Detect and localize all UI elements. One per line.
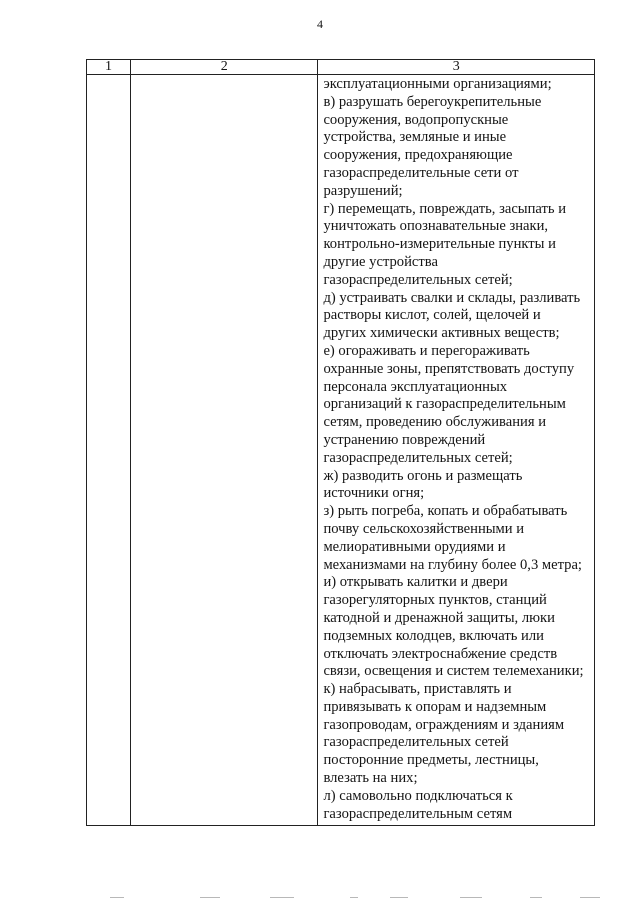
header-cell-1: 1 <box>87 60 131 75</box>
text-line: г) перемещать, повреждать, засыпать и <box>323 200 567 217</box>
text-line: газораспределительные сети от <box>323 164 519 181</box>
text-line: устройства, земляные и иные <box>323 129 507 146</box>
text-line: газораспределительных сетей; <box>323 449 513 466</box>
text-line: источники огня; <box>323 485 425 502</box>
text-line: уничтожать опознавательные знаки, <box>323 218 549 235</box>
table-body-row <box>87 75 595 826</box>
text-line: влезать на них; <box>323 770 418 787</box>
text-line: катодной и дренажной защиты, люки <box>323 609 555 626</box>
text-line: разрушений; <box>323 182 403 199</box>
table-header-row <box>87 60 595 75</box>
header-cell-3: 3 <box>318 60 595 75</box>
header-cell-2: 2 <box>131 60 318 75</box>
text-line: эксплуатационными организациями; <box>323 76 552 92</box>
text-line: другие устройства <box>323 253 438 270</box>
text-line: газораспределительных сетей <box>323 734 509 751</box>
text-line: механизмами на глубину более 0,3 метра; <box>323 556 582 573</box>
text-line: сооружения, предохраняющие <box>323 147 513 164</box>
text-line: к) набрасывать, приставлять и <box>323 681 512 698</box>
text-line: подземных колодцев, включать или <box>323 627 544 644</box>
page-number: 4 <box>317 17 323 31</box>
text-line: газораспределительным сетям <box>323 805 513 822</box>
text-line: других химически активных веществ; <box>323 325 560 342</box>
text-line: устранению повреждений <box>323 431 486 448</box>
text-line: газораспределительных сетей; <box>323 271 513 288</box>
body-cell-3 <box>318 75 595 826</box>
text-line: газопроводам, ограждениям и зданиям <box>323 716 565 733</box>
body-cell-2 <box>131 75 318 826</box>
text-line: в) разрушать берегоукрепительные <box>323 93 542 110</box>
body-cell-1 <box>87 75 131 826</box>
text-line: сетям, проведению обслуживания и <box>323 414 547 431</box>
text-line: и) открывать калитки и двери <box>323 574 508 591</box>
footer-scan-marks <box>100 897 620 901</box>
text-line: охранные зоны, препятствовать доступу <box>323 360 575 377</box>
text-line: привязывать к опорам и надземным <box>323 698 547 715</box>
text-line: почву сельскохозяйственными и <box>323 520 525 537</box>
text-line: растворы кислот, солей, щелочей и <box>323 307 541 324</box>
document-table <box>86 59 595 826</box>
text-line: мелиоративными орудиями и <box>323 538 506 555</box>
text-line: газорегуляторных пунктов, станций <box>323 592 547 609</box>
text-line: организаций к газораспределительным <box>323 396 566 413</box>
text-line: е) огораживать и перегораживать <box>323 342 530 359</box>
text-line: отключать электроснабжение средств <box>323 645 558 662</box>
text-line: контрольно-измерительные пункты и <box>323 236 556 253</box>
text-line: посторонние предметы, лестницы, <box>323 752 539 769</box>
text-line: персонала эксплуатационных <box>323 378 508 395</box>
text-line: сооружения, водопропускные <box>323 111 509 128</box>
text-line: л) самовольно подключаться к <box>323 787 513 804</box>
text-line: ж) разводить огонь и размещать <box>323 467 523 484</box>
text-line: з) рыть погреба, копать и обрабатывать <box>323 503 568 520</box>
text-line: д) устраивать свалки и склады, разливать <box>323 289 581 306</box>
text-line: связи, освещения и систем телемеханики; <box>323 663 584 680</box>
